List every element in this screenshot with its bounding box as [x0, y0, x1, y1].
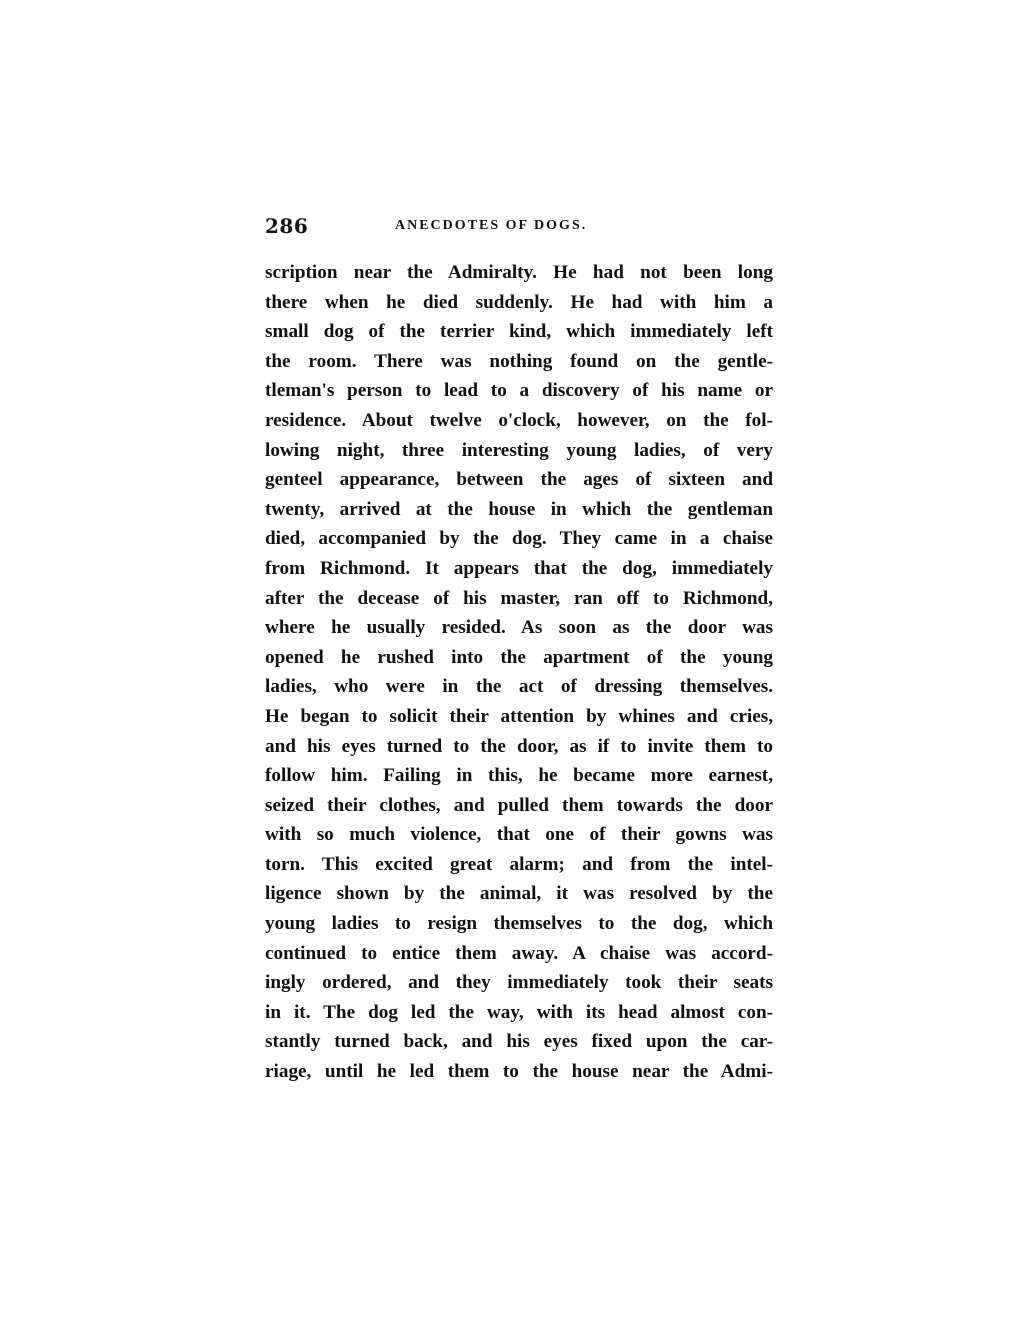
text-line: young ladies to resign themselves to the dog, which	[265, 913, 773, 935]
text-line: opened he rushed into the apartment of the young	[265, 646, 773, 668]
text-line: lowing night, three interesting young ladies, of very	[265, 439, 773, 461]
text-line: the room. There was nothing found on the gentle-	[265, 350, 773, 372]
text-line: and his eyes turned to the door, as if to invite them to	[265, 735, 773, 757]
text-line: scription near the Admiralty. He had not been long	[265, 262, 773, 283]
text-line: twenty, arrived at the house in which the gentleman	[265, 498, 773, 520]
text-line: ladies, who were in the act of dressing themselves.	[265, 676, 773, 698]
text-line: ligence shown by the animal, it was resolved by the	[265, 883, 773, 905]
text-line: small dog of the terrier kind, which immediately left	[265, 321, 773, 343]
text-line: seized their clothes, and pulled them towards the door	[265, 794, 773, 816]
text-line: tleman's person to lead to a discovery of his name or	[265, 380, 773, 402]
text-line: there when he died suddenly. He had with him a	[265, 291, 773, 313]
body-text	[265, 258, 773, 1087]
text-line: continued to entice them away. A chaise was accord-	[265, 942, 773, 964]
text-line: after the decease of his master, ran off to Richmond,	[265, 587, 773, 609]
text-line: ingly ordered, and they immediately took their seats	[265, 972, 773, 994]
text-line: from Richmond. It appears that the dog, immediately	[265, 557, 773, 579]
text-line: stantly turned back, and his eyes fixed upon the car-	[265, 1031, 773, 1053]
text-line: riage, until he led them to the house near the Admi-	[265, 1061, 773, 1083]
running-head	[265, 212, 773, 240]
text-line: died, accompanied by the dog. They came in a chaise	[265, 528, 773, 550]
text-line: with so much violence, that one of their gowns was	[265, 824, 773, 846]
text-line: where he usually resided. As soon as the door was	[265, 617, 773, 639]
text-line: genteel appearance, between the ages of sixteen and	[265, 469, 773, 491]
text-line: follow him. Failing in this, he became more earnest,	[265, 765, 773, 787]
text-line: in it. The dog led the way, with its head almost con-	[265, 1001, 773, 1023]
text-line: He began to solicit their attention by whines and cries,	[265, 705, 773, 727]
text-line: residence. About twelve o'clock, however, on the fol-	[265, 409, 773, 431]
text-line: torn. This excited great alarm; and from the intel-	[265, 853, 773, 875]
page-number: 286	[265, 214, 309, 238]
running-title: ANECDOTES OF DOGS.	[395, 218, 588, 233]
